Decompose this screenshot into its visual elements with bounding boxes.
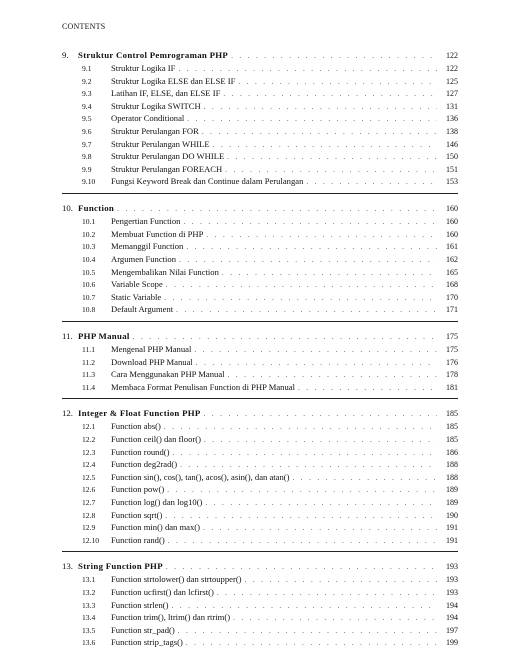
section-number: 12.9 (82, 523, 96, 533)
section-number: 9.10 (82, 177, 96, 187)
chapter-title: Function (78, 203, 115, 214)
chapter-entry[interactable] (62, 560, 458, 573)
section-page-number: 181 (446, 382, 458, 392)
section-page-number: 178 (446, 370, 458, 380)
section-entry[interactable] (62, 303, 458, 316)
section-number: 11.4 (82, 382, 96, 392)
chapter-entry[interactable] (62, 330, 458, 343)
section-page-number: 194 (446, 600, 458, 610)
section-number: 10.7 (82, 292, 96, 302)
section-page-number: 150 (446, 152, 458, 162)
section-title: Function ucfirst() dan lcfirst() (111, 587, 214, 598)
dot-leader (231, 50, 437, 63)
section-title: Latihan IF, ELSE, dan ELSE IF (111, 88, 221, 99)
section-number: 13.5 (82, 625, 96, 635)
section-page-number: 162 (446, 254, 458, 264)
section-entry[interactable] (62, 420, 458, 433)
dot-leader (298, 382, 437, 395)
section-entry[interactable] (62, 458, 458, 471)
section-number: 9.2 (82, 76, 92, 86)
dot-leader (204, 434, 437, 447)
section-entry[interactable] (62, 483, 458, 496)
dot-leader (187, 113, 437, 126)
chapter-divider (62, 551, 458, 552)
section-title: Mengenal PHP Manual (111, 343, 192, 354)
section-entry[interactable] (62, 138, 458, 151)
section-entry[interactable] (62, 433, 458, 446)
section-number: 9.7 (82, 139, 92, 149)
dot-leader (133, 331, 437, 344)
section-number: 12.10 (82, 535, 100, 545)
section-number: 10.6 (82, 280, 96, 290)
dot-leader (213, 139, 437, 152)
section-page-number: 185 (446, 435, 458, 445)
section-entry[interactable] (62, 624, 458, 637)
dot-leader (178, 625, 437, 638)
section-page-number: 197 (446, 625, 458, 635)
chapter-title: Struktur Control Pemrograman PHP (78, 50, 229, 60)
section-number: 13.3 (82, 600, 96, 610)
section-title: Function abs() (111, 421, 161, 432)
section-title: Membuat Function di PHP (111, 228, 204, 239)
section-number: 10.1 (82, 217, 96, 227)
section-title: Fungsi Keyword Break dan Continue dalam Perulangan (111, 176, 304, 187)
dot-leader (203, 522, 437, 535)
section-entry[interactable] (62, 228, 458, 241)
section-title: Struktur Perulangan WHILE (111, 138, 210, 149)
section-entry[interactable] (62, 381, 458, 394)
section-title: Cara Menggunakan PHP Manual (111, 369, 225, 380)
section-title: Function strlen() (111, 599, 169, 610)
section-number: 10.8 (82, 305, 96, 315)
section-title: Function min() dan max() (111, 522, 201, 533)
section-number: 9.6 (82, 127, 92, 137)
section-title: Function str_pad() (111, 624, 175, 635)
chapter-title: PHP Manual (78, 330, 130, 341)
section-page-number: 131 (446, 101, 458, 111)
section-number: 12.3 (82, 447, 96, 457)
section-title: Function strip_tags() (111, 637, 183, 648)
section-page-number: 136 (446, 114, 458, 124)
chapter-divider (62, 193, 458, 194)
section-page-number: 189 (446, 498, 458, 507)
section-page-number: 191 (446, 523, 458, 533)
section-page-number: 153 (446, 177, 458, 187)
section-title: Pengertian Function (111, 216, 181, 227)
section-title: Static Variable (111, 291, 162, 302)
section-page-number: 138 (446, 127, 458, 137)
section-number: 11.1 (82, 344, 96, 354)
dot-leader (205, 497, 437, 510)
dot-leader (172, 447, 437, 460)
section-entry[interactable] (62, 266, 458, 279)
chapter-entry[interactable] (62, 49, 458, 62)
section-entry[interactable] (62, 636, 458, 649)
section-number: 9.8 (82, 152, 92, 162)
section-page-number: 146 (446, 139, 458, 149)
section-entry[interactable] (62, 496, 458, 509)
section-page-number: 122 (446, 64, 458, 74)
chapter-number: 13. (62, 561, 73, 572)
section-number: 9.3 (82, 89, 92, 99)
chapter-block (62, 202, 458, 322)
section-page-number: 193 (446, 588, 458, 598)
chapter-number: 11. (62, 330, 73, 341)
chapter-block (62, 407, 458, 552)
dot-leader (164, 421, 437, 434)
dot-leader (245, 574, 437, 587)
dot-leader (227, 151, 437, 164)
section-entry[interactable] (62, 343, 458, 356)
chapter-number: 12. (62, 408, 73, 419)
section-entry[interactable] (62, 573, 458, 586)
section-page-number: 191 (446, 535, 458, 545)
section-page-number: 160 (446, 217, 458, 227)
section-page-number: 127 (446, 89, 458, 99)
dot-leader (196, 357, 437, 370)
chapter-page-number: 193 (446, 562, 458, 572)
section-title: Function strtolower() dan strtoupper() (111, 574, 242, 585)
section-entry[interactable] (62, 291, 458, 304)
chapter-entry[interactable] (62, 407, 458, 420)
section-title: Function sqrt() (111, 509, 163, 520)
section-title: Function deg2rad() (111, 459, 178, 470)
chapter-divider (62, 321, 458, 322)
dot-leader (222, 267, 437, 280)
section-page-number: 125 (446, 76, 458, 86)
section-entry[interactable] (62, 215, 458, 228)
section-number: 10.5 (82, 267, 96, 277)
section-entry[interactable] (62, 534, 458, 547)
section-page-number: 151 (446, 164, 458, 174)
section-number: 13.6 (82, 638, 96, 648)
section-title: Download PHP Manual (111, 356, 193, 367)
chapter-block (62, 560, 458, 649)
section-entry[interactable] (62, 87, 458, 100)
dot-leader (204, 408, 437, 421)
section-title: Struktur Perulangan FOREACH (111, 163, 223, 174)
section-page-number: 171 (446, 305, 458, 315)
section-entry[interactable] (62, 240, 458, 253)
dot-leader (194, 344, 437, 357)
section-number: 9.4 (82, 101, 92, 111)
dot-leader (166, 561, 437, 574)
section-page-number: 160 (446, 229, 458, 239)
section-number: 9.5 (82, 114, 92, 124)
section-number: 12.5 (82, 472, 96, 482)
dot-leader (204, 101, 437, 114)
dot-leader (164, 292, 437, 305)
section-number: 9.9 (82, 164, 92, 174)
section-number: 12.7 (82, 498, 96, 507)
dot-leader (176, 304, 437, 317)
section-title: Operator Conditional (111, 113, 185, 124)
running-header: CONTENTS (62, 22, 106, 31)
section-page-number: 189 (446, 485, 458, 495)
section-entry[interactable] (62, 356, 458, 369)
section-number: 13.2 (82, 588, 96, 598)
section-title: Struktur Perulangan FOR (111, 126, 199, 137)
chapter-number: 10. (62, 203, 73, 214)
section-page-number: 168 (446, 280, 458, 290)
section-page-number: 188 (446, 472, 458, 482)
section-entry[interactable] (62, 175, 458, 188)
section-page-number: 161 (446, 242, 458, 252)
section-page-number: 190 (446, 510, 458, 520)
section-page-number: 170 (446, 292, 458, 302)
section-entry[interactable] (62, 599, 458, 612)
section-entry[interactable] (62, 611, 458, 624)
dot-leader (306, 176, 437, 189)
chapter-number: 9. (62, 50, 69, 60)
section-title: Argumen Function (111, 253, 177, 264)
chapter-page-number: 160 (446, 204, 458, 214)
chapter-title: String Function PHP (78, 561, 163, 572)
section-title: Struktur Logika IF (111, 63, 176, 74)
dot-leader (206, 229, 437, 242)
section-number: 9.1 (82, 64, 92, 74)
section-entry[interactable] (62, 509, 458, 522)
section-title: Function ceil() dan floor() (111, 434, 201, 445)
section-title: Default Argument (111, 304, 174, 315)
section-title: Struktur Perulangan DO WHILE (111, 151, 225, 162)
dot-leader (117, 203, 437, 216)
section-entry[interactable] (62, 368, 458, 381)
section-number: 12.4 (82, 460, 96, 470)
section-page-number: 165 (446, 267, 458, 277)
section-number: 10.2 (82, 229, 96, 239)
dot-leader (238, 76, 437, 89)
dot-leader (233, 612, 437, 625)
section-number: 12.8 (82, 510, 96, 520)
section-title: Struktur Logika SWITCH (111, 100, 201, 111)
chapter-page-number: 122 (446, 51, 458, 60)
section-number: 10.4 (82, 254, 96, 264)
section-page-number: 186 (446, 447, 458, 457)
section-entry[interactable] (62, 75, 458, 88)
section-page-number: 194 (446, 613, 458, 623)
dot-leader (186, 241, 437, 254)
section-entry[interactable] (62, 125, 458, 138)
dot-leader (165, 510, 437, 523)
section-page-number: 193 (446, 575, 458, 585)
dot-leader (167, 484, 437, 497)
section-title: Function rand() (111, 534, 165, 545)
table-of-contents (62, 49, 458, 657)
dot-leader (168, 535, 437, 548)
section-title: Function round() (111, 446, 170, 457)
section-title: Mengembalikan Nilai Function (111, 266, 219, 277)
section-number: 10.3 (82, 242, 96, 252)
section-title: Function log() dan log10() (111, 497, 203, 507)
chapter-page-number: 175 (446, 331, 458, 341)
chapter-block (62, 330, 458, 399)
section-page-number: 199 (446, 638, 458, 648)
section-number: 12.1 (82, 422, 96, 432)
section-entry[interactable] (62, 446, 458, 459)
chapter-entry[interactable] (62, 202, 458, 215)
dot-leader (183, 216, 437, 229)
section-title: Memanggil Function (111, 241, 184, 252)
dot-leader (217, 587, 437, 600)
section-number: 12.2 (82, 435, 96, 445)
chapter-page-number: 185 (446, 409, 458, 419)
section-number: 13.1 (82, 575, 96, 585)
chapter-divider (62, 398, 458, 399)
section-entry[interactable] (62, 112, 458, 125)
section-page-number: 188 (446, 460, 458, 470)
section-entry[interactable] (62, 253, 458, 266)
section-title: Function sin(), cos(), tan(), acos(), asin(), dan atan() (111, 471, 290, 482)
dot-leader (293, 472, 438, 485)
chapter-block (62, 49, 458, 194)
section-number: 11.3 (82, 370, 96, 380)
section-page-number: 185 (446, 422, 458, 432)
section-title: Struktur Logika ELSE dan ELSE IF (111, 75, 236, 86)
section-entry[interactable] (62, 471, 458, 484)
section-entry[interactable] (62, 163, 458, 176)
section-entry[interactable] (62, 100, 458, 113)
section-entry[interactable] (62, 150, 458, 163)
section-page-number: 175 (446, 344, 458, 354)
section-title: Function pow() (111, 484, 165, 495)
section-entry[interactable] (62, 278, 458, 291)
section-entry[interactable] (62, 586, 458, 599)
section-number: 11.2 (82, 357, 96, 367)
section-title: Membaca Format Penulisan Function di PHP Manual (111, 381, 295, 392)
section-entry[interactable] (62, 62, 458, 75)
section-entry[interactable] (62, 521, 458, 534)
section-number: 13.4 (82, 613, 96, 623)
section-title: Variable Scope (111, 279, 163, 290)
section-page-number: 176 (446, 357, 458, 367)
dot-leader (202, 126, 437, 139)
section-title: Function trim(), ltrim() dan rtrim() (111, 612, 231, 623)
section-number: 12.6 (82, 485, 96, 495)
dot-leader (223, 88, 437, 101)
chapter-title: Integer & Float Function PHP (78, 408, 201, 419)
dot-leader (166, 279, 437, 292)
